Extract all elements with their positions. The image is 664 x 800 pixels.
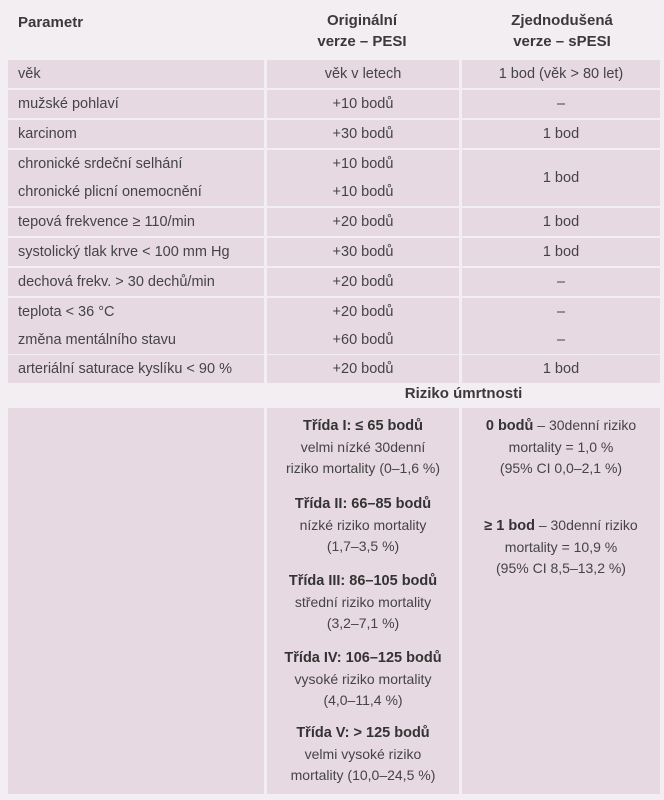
row-spesi-cell: – [462,268,660,296]
spesi-risk-ci: (95% CI 8,5–13,2 %) [496,560,626,576]
row-pesi-cell: věk v letech [267,60,459,88]
pesi-class-title: Třída V: > 125 bodů [296,725,430,741]
pesi-class-4 [267,647,459,711]
row-param-cell: chronické srdeční selhání [8,150,264,178]
pesi-class-desc: velmi nízké 30denní [300,439,426,455]
risk-empty-param-cell [8,408,264,794]
row-spesi-cell: 1 bod [462,355,660,383]
header-spesi-line1: Zjednodušená [511,12,613,29]
pesi-class-title: Třída I: ≤ 65 bodů [303,418,423,434]
spesi-risk-mortality: mortality = 1,0 % [508,439,614,455]
spesi-risk-ci: (95% CI 0,0–2,1 %) [499,460,623,476]
pesi-class-title: Třída IV: 106–125 bodů [284,650,442,666]
pesi-class-5 [267,722,459,786]
pesi-class-3 [267,570,459,634]
pesi-class-2 [267,493,459,557]
row-param-cell: změna mentálního stavu [8,326,264,354]
spesi-risk-2 [462,515,660,579]
row-param-cell: arteriální saturace kyslíku < 90 % [8,355,264,383]
spesi-risk-text: – 30denní riziko [534,517,638,533]
pesi-class-title: Třída III: 86–105 bodů [288,573,438,589]
row-param-cell: tepová frekvence ≥ 110/min [8,208,264,236]
row-param-cell: dechová frekv. > 30 dechů/min [8,268,264,296]
row-pesi-cell: +20 bodů [267,208,459,236]
spesi-risk-points: 0 bodů [485,418,534,434]
header-pesi [266,10,458,52]
row-pesi-cell: +30 bodů [267,120,459,148]
row-pesi-cell: +60 bodů [267,326,459,354]
row-param-cell: teplota < 36 °C [8,298,264,326]
pesi-class-desc: střední riziko mortality [294,594,432,610]
row-param-cell: systolický tlak krve < 100 mm Hg [8,238,264,266]
row-pesi-cell: +10 bodů [267,150,459,178]
row-pesi-cell: +20 bodů [267,268,459,296]
spesi-risk-1 [462,415,660,479]
pesi-class-desc: riziko mortality (0–1,6 %) [285,460,441,476]
row-param-cell: chronické plicní onemocnění [8,178,264,206]
row-spesi-cell: 1 bod [462,208,660,236]
row-param-cell: karcinom [8,120,264,148]
pesi-class-desc: nízké riziko mortality [299,517,427,533]
risk-title: Riziko úmrtnosti [404,385,523,402]
pesi-class-desc: vysoké riziko mortality [294,671,432,687]
spesi-risk-mortality: mortality = 10,9 % [504,539,618,555]
row-spesi-merged-cell: 1 bod [462,150,660,206]
row-pesi-cell: +20 bodů [267,298,459,326]
row-pesi-cell: +10 bodů [267,90,459,118]
pesi-class-1 [267,415,459,479]
row-param-cell: mužské pohlaví [8,90,264,118]
row-spesi-cell: – [462,326,660,354]
header-pesi-line2: verze – PESI [317,33,407,50]
row-pesi-cell: +10 bodů [267,178,459,206]
spesi-risk-points: ≥ 1 bod [484,518,535,534]
pesi-class-desc: velmi vysoké riziko [304,746,422,762]
header-pesi-line1: Originální [326,12,397,29]
pesi-class-desc: (3,2–7,1 %) [326,615,400,631]
pesi-class-desc: (1,7–3,5 %) [326,538,400,554]
row-spesi-cell: – [462,298,660,326]
row-pesi-cell: +30 bodů [267,238,459,266]
row-spesi-cell: 1 bod [462,120,660,148]
header-spesi [462,10,662,52]
row-spesi-cell: – [462,90,660,118]
row-pesi-cell: +20 bodů [267,355,459,383]
header-parametr: Parametr [18,14,84,31]
spesi-risk-text: – 30denní riziko [533,417,637,433]
row-param-cell: věk [8,60,264,88]
row-spesi-cell: 1 bod (věk > 80 let) [462,60,660,88]
pesi-class-desc: (4,0–11,4 %) [323,692,403,708]
header-spesi-line2: verze – sPESI [513,33,611,50]
row-spesi-cell: 1 bod [462,238,660,266]
pesi-class-desc: mortality (10,0–24,5 %) [290,767,436,783]
pesi-class-title: Třída II: 66–85 bodů [294,496,432,512]
